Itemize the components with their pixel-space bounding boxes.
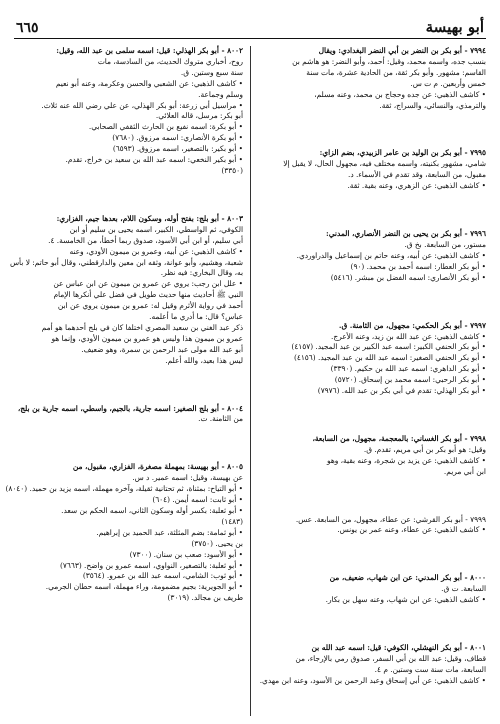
entry-line: • أبو ثابت: اسمه أيمن. (٦٠٤) [152,495,243,505]
entry-line: أبي سليم، أو ابن أبي الأسود، صدوق ربما أخطأ، من الخامسة. ٤. [48,235,243,245]
entry-line: شعبة، وهشيم، وأبو عوانة، وثقه ابن معين والدارقطني، وقال أبو حاتم: لا بأس [10,257,243,267]
entry-line: • أبو بكر الرحبي: اسمه محمد بن إسحاق. (٥٧٢٠) [334,375,486,385]
entry-line: عمرو بن ميمون هذا وليس هو عمرو بن ميمون الأودي، وإنما هو [51,333,243,343]
entry-heading-line: ٨٠٠٥ - أبو بهيسة: بمهملة مصغرة، الفزاري، مقبول، من [72,462,243,472]
entry-line: ذكر عبد الغني بن سعيد المصري اختلفا كان في بلج أحدهما هو أمم [41,322,243,332]
entry-gap [257,622,486,627]
entry-line: • أبو بكر الحنفي الكبير: اسمه عبد الكبير بن عبد المجيد. (٤١٥٧) [291,342,486,352]
entry-line: القاسم: مشهور. وأبو بكر ثقة، من الحادية عشرة، مات سنة [306,67,486,77]
entry-line: قطاف، وقيل: عبد الله بن أبي السفر، صدوق رمي بالإرجاء، من [295,654,486,663]
entry-line: روح، أخباري متروك الحديث، من السادسة، مات [97,56,243,66]
entry-gap [257,552,486,557]
entry-line: • أبو ثمامة: بضم المثلثة، عبد الحميد بن إبراهيم. [96,527,243,537]
entry-line: • أبو ثوب: الشامي، اسمه عبد الله بن عمرو. (٣٥٦٤) [82,571,243,581]
entry-gap [14,383,243,388]
entry-line: بن يحيى. (٣٧٥٠) [191,538,243,548]
entry-line: شامي، مشهور بكنيته، واسمه مختلف فيه، مجهول الحال، لا يقبل إلا [283,159,486,169]
entry-line: • كاشف الذهبي: عن عطاء، وعنه عمر بن يونس. [337,525,486,535]
right-column [257,46,486,716]
entry-heading-line: ٨٠٠٤ - أبو بلج الصغير: اسمه جارية، بالجيم، واسطي، اسمه جارية بن بلج، [17,403,243,413]
entry-line: الكوفي، ثم الواسطي، الكبير، اسمه يحيى بن سليم أو ابن [69,224,243,234]
entry-line: عن بهيسة، وقيل: اسمه عمير. د س. [132,473,243,483]
entry-line: • أبو الجويرية: بجيم مضمومة، وراء مهملة، اسمه حطان الجرمي. [45,582,243,592]
entry-line: سنة سبع وستين. ق. [180,67,243,77]
entry-line: • كاشف الذهبي: عن يزيد بن شجرة، وعنه بقية، وهو [327,455,486,465]
entry-heading-line: ٧٩٩٦ - أبو بكر بن يحيى بن النضر الأنصاري، المدني: [326,229,486,239]
entry-line: • كاشف الذهبي: عن الزهري، وعنه بقية. ثقة. [347,181,486,191]
entry-line: • كاشف الذهبي: عن أبيه، وعمرو بن ميمون الأودي، وعنه [69,246,243,256]
entry-line: • أبو التياح: بمثناة، ثم تحتانية ثقيلة، وآخره مهملة، اسمه يزيد بن حميد. (٨٠٤٠) [5,484,243,494]
entry-heading-line: ٨٠٠٠ - أبو بكر المدني: عن ابن شهاب، ضعيف، من [329,573,486,583]
entry-line: • كاشف الذهبي: عن عبد الله بن زيد، وعنه الأعرج. [331,331,486,341]
entry-line: النبي ﷺ أحاديث منها حديث طويل في فضل علي أنكرها الإمام [53,290,243,300]
entry-line: • كاشف الذهبي: عن الشعبي والحسن وعكرمة، وعنه أبو نعيم [55,78,243,88]
entry-heading-line: ٧٩٩٥ - أبو بكر بن الوليد بن عامر الزبيدي، بضم الزاي: [319,148,486,158]
entry-line: • أبو بكير النخعي: اسمه عبد الله بن سعيد بن خراج، تقدم. [65,155,243,165]
entry-line: (١٤٨٣) [221,516,243,526]
entry-gap [257,300,486,305]
entry-line: • أبو بكر العطار: اسمه أحمد بن محمد. (٩٠) [350,261,486,271]
entry-line: ابن أبي مريم. [443,466,486,476]
entry-line: • أبو بكرة: اسمه نفيع بن الحارث الثقفي الصحابي. [88,122,243,132]
entry-heading-line: ٨٠٠٢ - أبو بكر الهذلي: قيل: اسمه سلمى بن عبد الله، وقيل: [56,46,243,55]
entry-line: مستور، من السابعة. بخ ق. [404,239,486,249]
entry-line: خمس وأربعين. م ت س. [410,78,486,88]
entry-gap [257,494,486,499]
entry-gap [257,127,486,132]
entry-line: بنسب جده، واسمه محمد، وقيل: أحمد، وأبو النضر: هو هاشم بن [292,56,486,66]
entry-line: والترمذي، والنسائي، والسراج، ثقة. [379,100,486,110]
text-columns [5,46,486,716]
entry-gap [14,193,243,198]
entry-line: السابعة. ت ق. [441,584,486,594]
entry-line: • أبو بكرة الأنصاري: اسمه مرزوق. (٧٦٨٠) [112,133,243,143]
entry-heading-line: ٧٩٩٨ - أبو بكر الغساني: بالمعجمة، مجهول، من السابعة، [312,433,486,443]
entry-line: به، وقال البخاري: فيه نظر. [160,268,243,278]
entry-line: • أبو بكر الهذلي: تقدم في أبي بكر بن عبد الله. (٧٩٧٦) [317,386,486,396]
entry-line: • أبو ثعلبة: بكسر أوله وسكون الثاني، اسمه الحكم بن سعد. [61,506,243,515]
entry-gap [257,208,486,213]
entry-line: • أبو ثعلبة: بالتصغير، النواوي، اسمه عمرو بن واضح. (٧٦٦٣) [60,560,243,570]
entry-line: ٧٩٩٩ - أبو بكر القرشي: عن عطاء، مجهول، من السابعة. عس. [295,514,486,524]
entry-line: • أبو بكر الحنفي الصغير: اسمه عبد الله بن عبد المجيد. (٤١٥٦) [293,353,486,363]
left-column [5,46,243,716]
entry-line: وسلم وجماعة. [198,89,243,99]
entry-heading-line: ٧٩٩٤ - أبو بكر بن النضر بن أبي النضر البغدادي: ويقال [318,46,486,55]
column-divider [250,46,251,716]
page-number: ٦٦٥ [16,20,39,36]
entry-heading-line: ٨٠٠٣ - أبو بلج: بفتح أوله، وسكون اللام، بعدها جيم، الفزاري: [56,213,243,223]
running-header [14,10,486,39]
entry-line: • أبو بكر الداهري: اسمه عبد الله بن حكيم. (٣٣٩٠) [330,364,486,374]
entry-line: من الثامنة. ت. [198,414,243,424]
entry-line: • كاشف الذهبي: عن أبيه، وعنه حاتم بن إسماعيل والدراوردي. [296,250,486,260]
entry-line: مقبول، من السابعة، وقد تقدم في الأسماء. د. [347,170,486,180]
entry-line: وقيل: هو أبو بكر بن أبي مريم، تقدم. ق. [363,444,486,454]
entry-line: أبو عبد الله مولى عبد الرحمن بن سمرة، وهو ضعيف. [81,344,243,354]
entry-heading-line: ٧٩٩٧ - أبو بكر الحكمي: مجهول، من الثامنة. ق. [338,320,486,330]
entry-line: طريف بن مجالد. (٣٠١٩) [167,593,243,603]
entry-line: السابعة، مات سنة ست وستين. م ٤. [374,664,486,674]
entry-line: • أبو الأسود: صعب بن سنان. (٧٣٠٠) [129,549,243,559]
header-title: أبو بهيسة [425,18,484,36]
entry-line: • أبو بكر الأنصاري: اسمه الفضل بن مبشر. (٥٤١٦) [330,272,486,282]
entry-line: عباس؟ قال: ما أدري ما أعلمه. [149,312,243,322]
entry-line: • كاشف الذهبي: عن أبي إسحاق وعبد الرحمن بن الأسود، وعنه ابن مهدي. [259,675,486,685]
entry-line: • كاشف الذهبي: عن جده وحجاج بن محمد، وعنه مسلم، [314,89,486,99]
entry-line: • مراسيل أبي زرعة: أبو بكر الهذلي، عن علي رضي الله عنه ثلاث. [41,100,243,110]
entry-line: • علل ابن رجب: يروي عن عمرو بن ميمون عن ابن عباس عن [53,279,243,289]
entry-line: أبو بكر: مرسل، قاله العلائي. [155,111,243,121]
entry-heading-line: ٨٠٠١ - أبو بكر النهشلي، الكوفي: قيل: اسمه عبد الله بن [311,643,486,653]
entry-gap [257,413,486,418]
entry-line: ليس هذا بعيد، والله أعلم. [165,355,243,365]
entry-line: • أبو بكير: بالتصغير، اسمه مرزوق. (٦٥٩٣) [112,144,243,154]
entry-gap [14,441,243,446]
entry-line: • كاشف الذهبي: عن ابن شهاب، وعنه سهل بن بكار. [325,595,486,605]
entry-line: أحمد في رواية الأثرم وقيل له: عمرو بن ميمون يروي عن ابن [57,301,243,311]
entry-line: (٣٣٥٠) [221,165,243,175]
